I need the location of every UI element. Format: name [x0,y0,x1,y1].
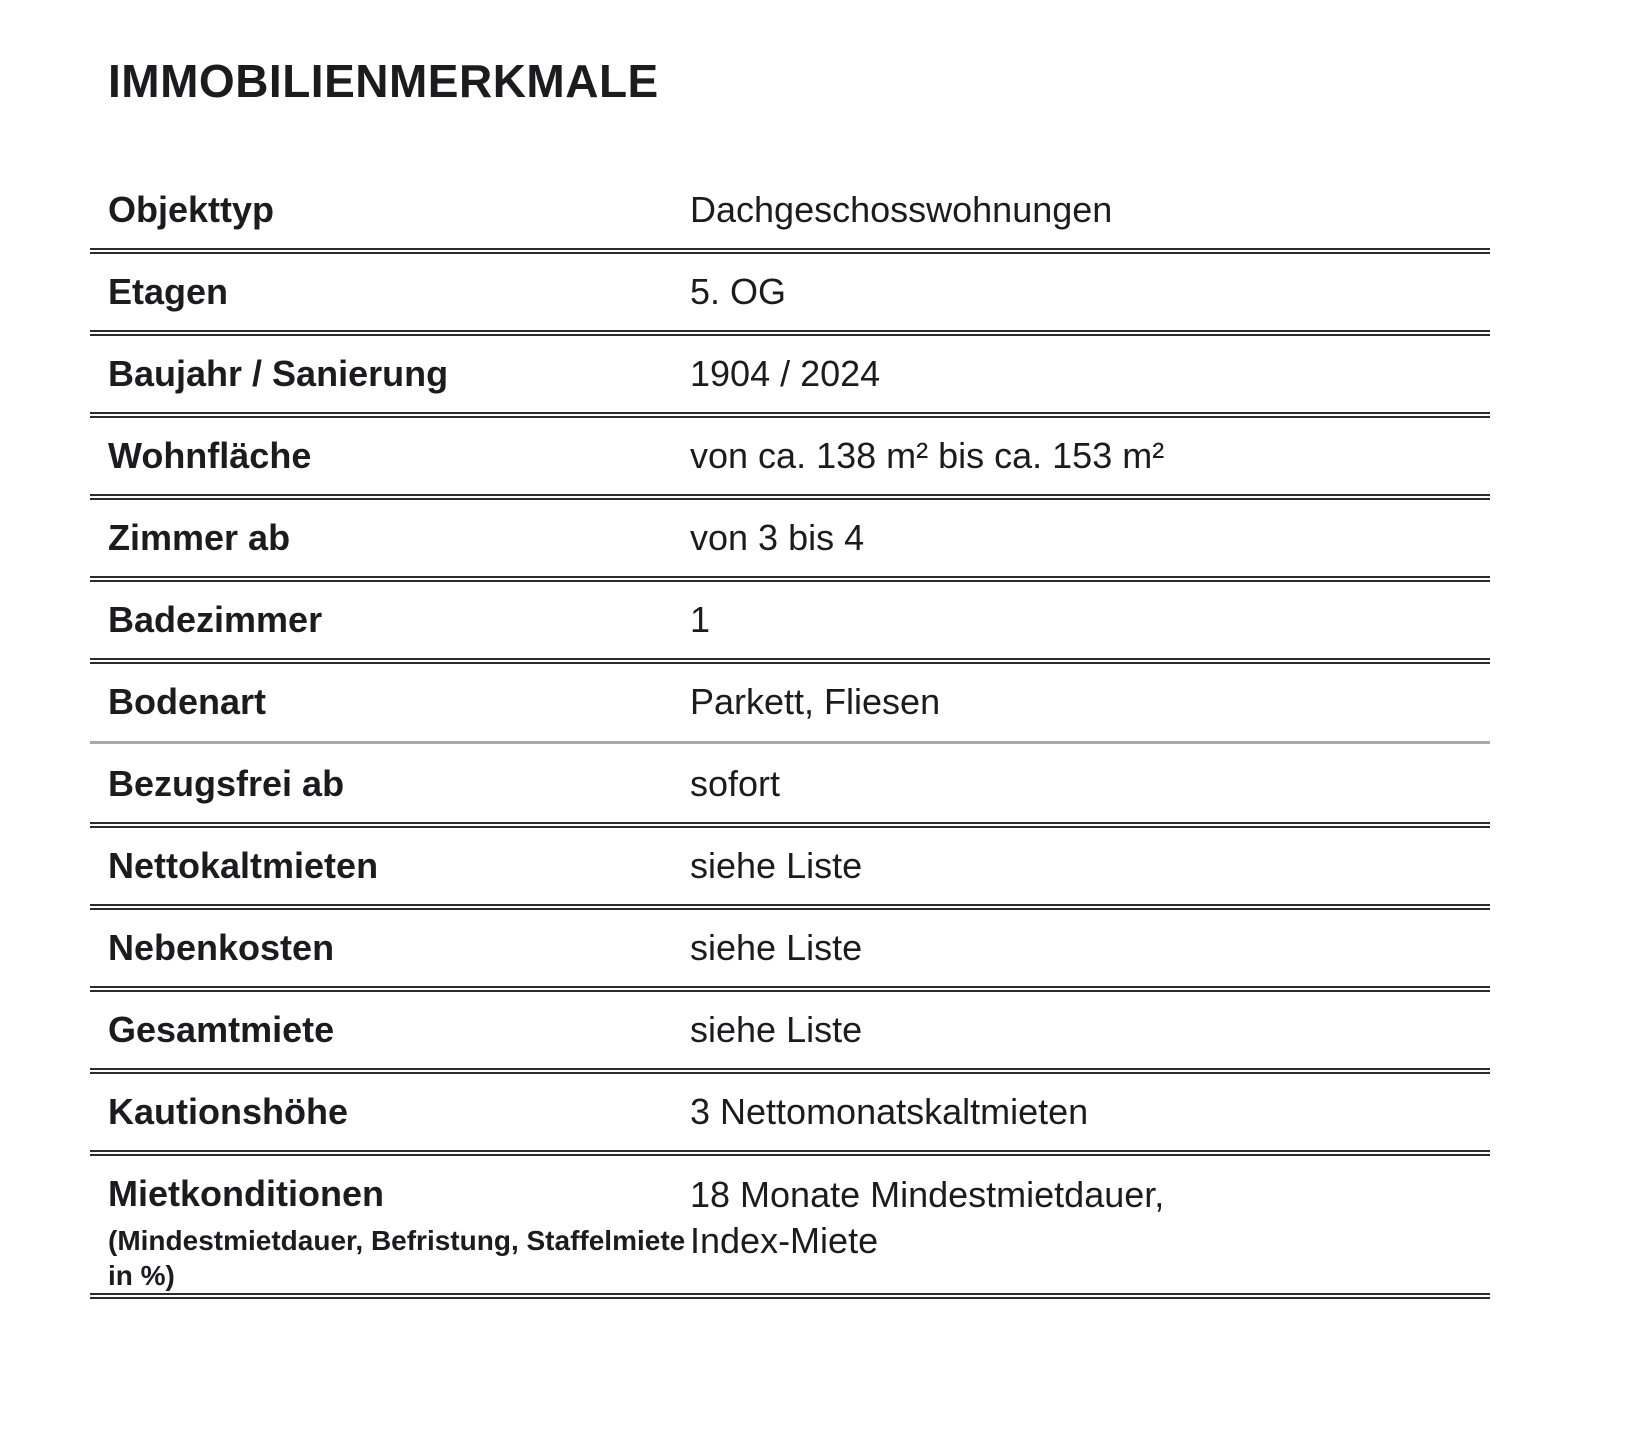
row-value-line: siehe Liste [690,845,863,887]
row-value-line: Parkett, Fliesen [690,681,941,723]
row-label: Gesamtmiete [108,1009,335,1051]
table-row [90,1156,1490,1293]
row-label-cell [108,926,690,969]
table-row [90,1074,1490,1150]
property-features-table [90,172,1490,1299]
row-value [690,1090,1490,1133]
row-value-line: sofort [690,763,781,805]
table-row [90,336,1490,412]
row-value-line: Dachgeschosswohnungen [690,189,1113,231]
table-row [90,254,1490,330]
row-label-cell [108,762,690,805]
row-value-line: Index-Miete [690,1220,879,1261]
table-row [90,746,1490,822]
row-value [690,352,1490,395]
row-label-cell [108,516,690,559]
row-label: Baujahr / Sanierung [108,353,449,395]
row-value-line: 3 Nettomonatskaltmieten [690,1091,1089,1133]
row-label-cell [108,1090,690,1133]
table-row [90,828,1490,904]
row-label: Etagen [108,271,229,313]
row-value [690,762,1490,805]
row-label-cell [108,188,690,231]
row-label: Kautionshöhe [108,1091,348,1133]
row-value [690,270,1490,313]
table-row [90,418,1490,494]
row-label-cell [108,1008,690,1051]
row-label: Wohnfläche [108,435,312,477]
row-divider [90,1293,1490,1299]
table-row [90,582,1490,658]
table-row [90,172,1490,248]
row-value [690,926,1490,969]
row-value-line: von ca. 138 m² bis ca. 153 m² [690,435,1165,477]
row-value-line: 18 Monate Mindestmietdauer, [690,1174,1165,1215]
row-label: Bodenart [108,681,267,723]
row-sublabel: (Mindestmietdauer, Befristung, Staffelmiete in %) [108,1225,686,1292]
table-row [90,664,1490,740]
row-label-cell [108,844,690,887]
row-value-line: siehe Liste [690,1009,863,1051]
row-value [690,516,1490,559]
row-value-line: siehe Liste [690,927,863,969]
row-label: Objekttyp [108,189,275,231]
row-label: Badezimmer [108,599,323,641]
row-label-cell [108,680,690,723]
row-value [690,434,1490,477]
row-label-cell [108,352,690,395]
row-label: Nettokaltmieten [108,845,379,887]
row-value-line: von 3 bis 4 [690,517,865,559]
row-label-cell [108,1172,690,1293]
table-row [90,910,1490,986]
row-value [690,844,1490,887]
row-value-line: 5. OG [690,271,787,313]
row-label: Bezugsfrei ab [108,763,345,805]
row-label: Zimmer ab [108,517,291,559]
table-row [90,992,1490,1068]
row-value-line: 1904 / 2024 [690,353,881,395]
row-value [690,188,1490,231]
row-value [690,680,1490,723]
row-label-cell [108,434,690,477]
row-label: Nebenkosten [108,927,335,969]
row-value-line: 1 [690,599,711,641]
row-label: Mietkonditionen [108,1173,384,1214]
row-value [690,1008,1490,1051]
page-title: IMMOBILIENMERKMALE [108,55,659,107]
row-value [690,1172,1490,1264]
row-value [690,598,1490,641]
row-label-cell [108,270,690,313]
row-label-cell [108,598,690,641]
table-row [90,500,1490,576]
